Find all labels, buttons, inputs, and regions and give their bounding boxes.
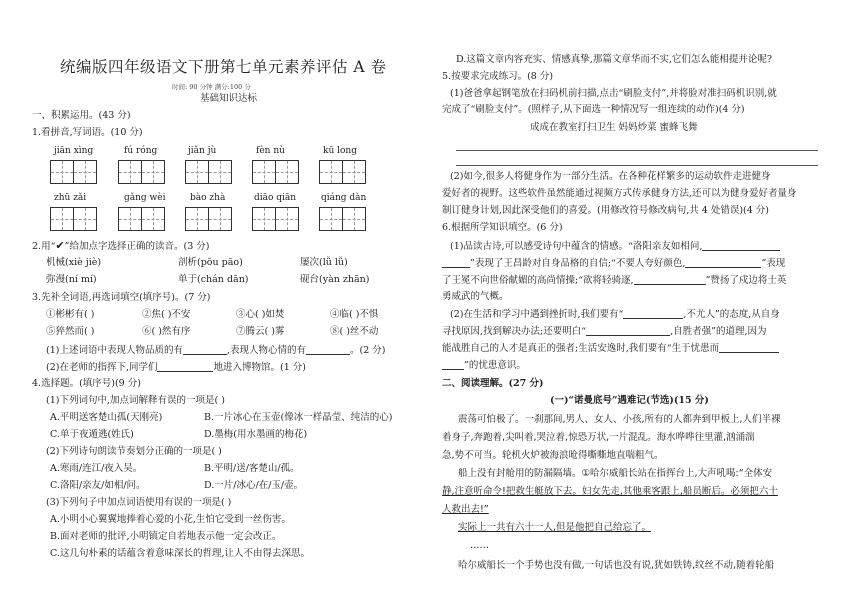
passage-line: 船上没有封舱用的防漏隔墙。①哈尔威船长站在指挥台上,大声吼喝:“全体安 — [458, 468, 773, 479]
choice-option[interactable]: A.寒雨/连江/夜入吴。 — [50, 463, 143, 474]
fill-blank[interactable] — [183, 344, 227, 355]
answer-line[interactable] — [456, 150, 818, 151]
answer-boxes[interactable] — [50, 207, 96, 231]
choice-option[interactable]: D.一片/冰心/在/玉/壶。 — [204, 480, 304, 491]
choice-option[interactable]: A.小明小心翼翼地捧着心爱的小花,生怕它受到一丝伤害。 — [50, 514, 291, 525]
fill-blank[interactable] — [442, 257, 470, 268]
idiom-blank[interactable]: ④临( )不惧 — [330, 309, 379, 320]
q5-2-text: 爱好者的视野。这些软件虽然能通过视频方式传承健身方法,还可以为健身爱好者量身 — [442, 188, 797, 199]
reading-option[interactable]: 弥漫(ní mí) — [46, 274, 97, 285]
choice-option[interactable]: D.这篇文章内容充实、情感真挚,那篇文章华而不实,它们怎么能相提并论呢? — [456, 54, 772, 65]
q3-sub2: (2)在老师的指挥下,同学们 地进入博物馆。(1 分) — [46, 362, 306, 373]
part1-heading: 一、积累运用。(43 分) — [32, 110, 131, 121]
fill-blank[interactable] — [623, 308, 683, 319]
reading-option[interactable]: 单于(chán dān) — [178, 274, 249, 285]
q6-1-text: (1)品读古诗,可以感受诗句中蕴含的情感。“洛阳亲友如相问, — [450, 240, 780, 254]
q5-2-text: 制订健身计划,因此深受他们的喜爱。(用修改符号修改病句,共 4 处错误)(4 分) — [442, 205, 770, 216]
idiom-blank[interactable]: ②焦( )不安 — [142, 309, 191, 320]
pinyin-label: zhū zǎi — [54, 193, 87, 203]
choice-option[interactable]: D.墨梅(用水墨画的梅花) — [204, 429, 308, 440]
fill-blank[interactable] — [634, 274, 706, 285]
q3-heading: 3.先补全词语,再选词填空(填序号)。(7 分) — [32, 292, 211, 303]
idiom-blank[interactable]: ⑧( )丝不动 — [330, 326, 379, 337]
choice-option[interactable]: B.面对老师的批评,小明镇定自若地表示他一定会改正。 — [50, 531, 282, 542]
q6-2-text: 寻找原因,找到解决办法;还要明白“ ,自胜者强”的道理,因为 — [442, 326, 767, 337]
fill-blank[interactable] — [719, 342, 779, 353]
choice-option[interactable]: A.平明送客楚山孤(天刚亮) — [50, 412, 163, 423]
page-title: 统编版四年级语文下册第七单元素养评估 A 卷 — [60, 58, 387, 76]
passage-line: 实际上一共有六十一人,但是他把自己给忘了。 — [458, 522, 652, 533]
idiom-blank[interactable]: ③心( )如焚 — [236, 309, 285, 320]
reading-option[interactable]: 剖析(pōu pāo) — [178, 257, 243, 268]
answer-boxes[interactable] — [319, 207, 365, 231]
answer-boxes[interactable] — [185, 207, 231, 231]
pinyin-label: gǎng wèi — [124, 193, 166, 203]
choice-option[interactable]: B.一片冰心在玉壶(像冰一样晶莹、纯洁的心) — [204, 412, 393, 423]
pinyin-label: fú róng — [124, 146, 158, 156]
fill-blank[interactable] — [442, 359, 464, 370]
q5-heading: 5.按要求完成练习。(8 分) — [442, 71, 554, 82]
choice-option[interactable]: C.这几句朴素的话蕴含着意味深长的哲理,让人不由得去深思。 — [50, 548, 310, 559]
passage-line: 着身子,奔跑着,尖叫着,哭泣着,惊恐万状,一片混乱。海水哗哗往里灌,汹涌湍 — [442, 432, 755, 443]
choice-option[interactable]: B.平明/送/客楚山/孤。 — [204, 463, 300, 474]
answer-boxes[interactable] — [118, 207, 164, 231]
pinyin-label: kū long — [323, 146, 357, 156]
reading-option[interactable]: 砚台(yàn zhān) — [300, 274, 370, 285]
q4-1-stem: (1)下列词句中,加点词解释有误的一项是( ) — [46, 395, 225, 406]
reading-option[interactable]: 机械(xiè jiè) — [46, 257, 102, 268]
idiom-blank[interactable]: ⑥( )然有序 — [142, 326, 191, 337]
passage-line: 人救出去!” — [442, 504, 489, 515]
fill-blank[interactable] — [157, 361, 213, 372]
q6-1-text: 了王冕不向世俗献媚的高尚情操;“欲将轻骑逐, ”赞扬了戍边将士英 — [442, 275, 787, 286]
q1-heading: 1.看拼音,写词语。(10 分) — [32, 127, 143, 138]
pinyin-label: diāo qiān — [254, 193, 297, 203]
checkmark-icon: ✔ — [55, 239, 65, 252]
q6-2-text: 能战胜自己的人才是真正的强者;生活安逸时,我们要有“生于忧患而 — [442, 342, 779, 356]
answer-boxes[interactable] — [50, 160, 96, 184]
q5-1-text: 完成了“刷脸支付”。(照样子,从下面选一种情况写一组连续的动作)(4 分) — [442, 104, 745, 115]
fill-blank[interactable] — [586, 325, 670, 336]
choice-option[interactable]: C.单于夜遁逃(姓氏) — [50, 429, 134, 440]
passage-ellipsis: …… — [470, 540, 489, 551]
q5-1-text: (1)爸爸拿起钢笔放在扫码机前扫描,点击“刷脸支付”,并将脸对准扫码机识别,就 — [450, 88, 777, 99]
answer-boxes[interactable] — [252, 160, 298, 184]
passage-line: 哈尔威船长一个手势也没有做,一句话也没有说,犹如铁铸,纹丝不动,随着轮船 — [458, 560, 775, 571]
q5-options: 成成在教室打扫卫生 妈妈炒菜 蜜蜂飞舞 — [530, 122, 698, 133]
reading-title: (一)“诺曼底号”遇难记(节选)(15 分) — [550, 395, 709, 406]
answer-boxes[interactable] — [252, 207, 298, 231]
q5-2-text: (2)如今,很多人将健身作为一部分生活。在各种花样繁多的运动软件走进健身 — [450, 171, 771, 182]
answer-boxes[interactable] — [118, 160, 164, 184]
fill-blank[interactable] — [685, 257, 761, 268]
passage-line: 震荡可怕极了。一刹那间,男人、女人、小孩,所有的人都奔到甲板上,人们半裸 — [458, 414, 781, 425]
pinyin-label: qiáng dàn — [321, 193, 367, 203]
fill-blank[interactable] — [306, 344, 350, 355]
pinyin-label: bào zhà — [190, 193, 226, 203]
q6-1-text: ”表现了王昌龄对自身品格的自信;“不要人夸好颜色, ”表现 — [442, 257, 785, 271]
pinyin-label: fèn nù — [256, 146, 285, 156]
reading-option[interactable]: 屡次(lǚ lǚ) — [300, 257, 348, 268]
answer-boxes[interactable] — [185, 160, 231, 184]
part2-heading: 二、阅读理解。(27 分) — [442, 378, 544, 389]
q6-2-text: ”的忧患意识。 — [442, 359, 526, 373]
idiom-blank[interactable]: ⑦腾云( )雾 — [236, 326, 285, 337]
passage-line: 急,势不可当。轮机火炉被海浪呛得嘶嘶地直喘粗气。 — [442, 450, 664, 461]
pinyin-label: jiǎn jù — [188, 146, 217, 156]
pinyin-label: jiān xìng — [54, 146, 94, 156]
choice-option[interactable]: C.洛阳/亲友/如相/问。 — [50, 480, 146, 491]
q4-2-stem: (2)下列诗句朗读节奏划分正确的一项是( ) — [46, 446, 222, 457]
section-label: 基础知识达标 — [200, 93, 258, 104]
answer-boxes[interactable] — [319, 160, 365, 184]
q6-1-text: 勇威武的气概。 — [442, 291, 509, 302]
q6-2-text: (2)在生活和学习中遇到挫折时,我们要有“ ,不尤人”的态度,从自身 — [450, 309, 780, 320]
idiom-blank[interactable]: ⑤猝然而( ) — [46, 326, 95, 337]
q6-heading: 6.根据所学知识填空。(6 分) — [442, 222, 563, 233]
passage-line: 静,注意听命令!把救生艇放下去。妇女先走,其他乘客跟上,船员断后。必须把六十 — [442, 486, 778, 497]
answer-line[interactable] — [456, 165, 818, 166]
q2-heading: 2.用“✔”给加点字选择正确的读音。(3 分) — [32, 239, 210, 252]
q3-sub1: (1)上述词语中表现人物品质的有 ,表现人物心情的有 。(2 分) — [46, 345, 386, 356]
q4-3-stem: (3)下列句子中加点词语使用有误的一项是( ) — [46, 497, 232, 508]
exam-meta: 时间: 90 分钟 满分:100 分 — [172, 83, 251, 91]
fill-blank[interactable] — [702, 240, 780, 251]
idiom-blank[interactable]: ①彬彬有( ) — [46, 309, 95, 320]
q4-heading: 4.选择题。(填序号)(9 分) — [32, 378, 141, 389]
